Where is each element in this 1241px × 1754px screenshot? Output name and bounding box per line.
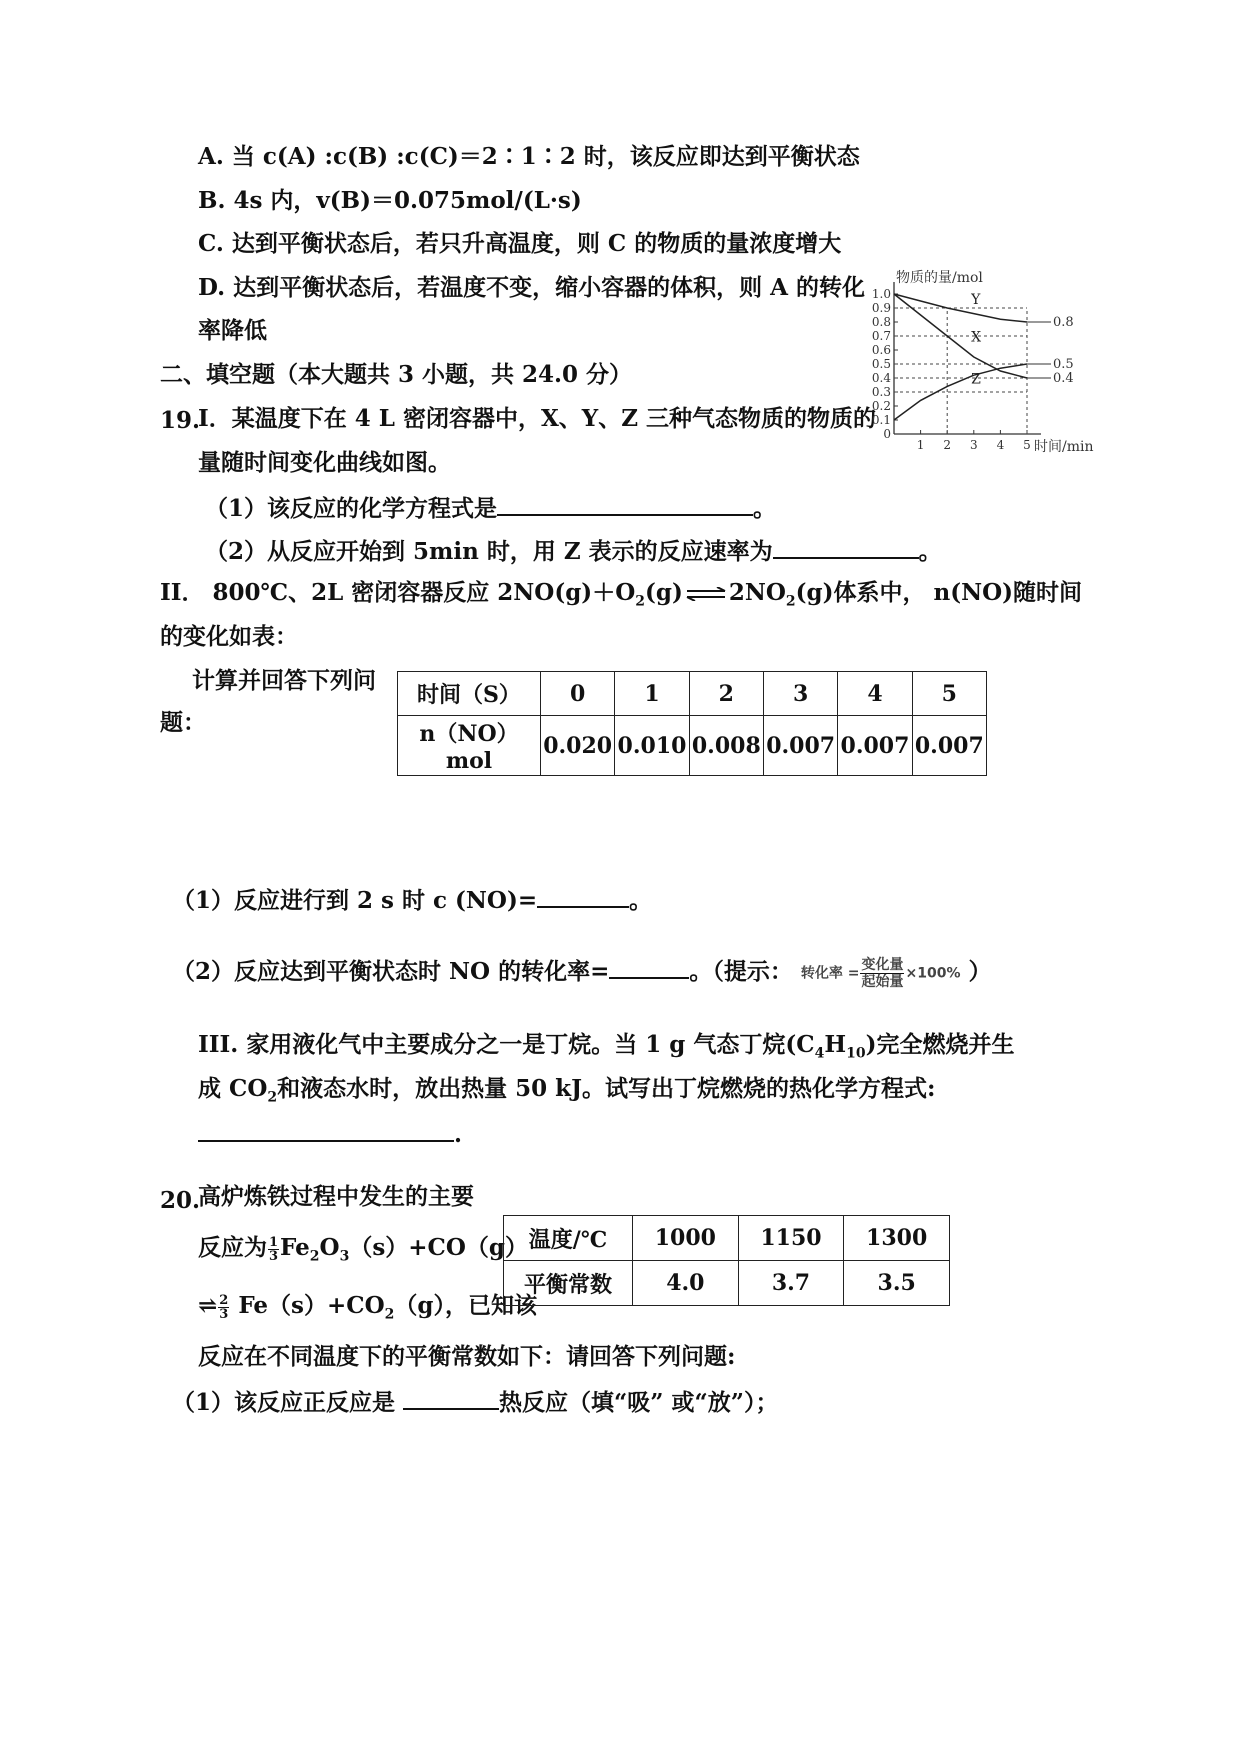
x-tick-label: 2 bbox=[943, 438, 952, 452]
calc-line1: 计算并回答下列问 bbox=[192, 667, 376, 694]
n-cell: 0.007 bbox=[763, 716, 837, 776]
q20-l2-post: （s）+CO（g） bbox=[349, 1234, 528, 1261]
y-tick-label: 0.1 bbox=[871, 413, 891, 427]
time-cell: 5 bbox=[912, 672, 986, 716]
y-axis-label: 物质的量/mol bbox=[896, 270, 983, 286]
time-cell: 4 bbox=[838, 672, 912, 716]
temp-cell: 1150 bbox=[738, 1216, 844, 1261]
q19-part3-line2: 成 $CO_2$和液态水时，放出热量 50 kJ。试写出丁烷燃烧的热化学方程式: bbox=[198, 1075, 936, 1106]
time-cell: 3 bbox=[763, 672, 837, 716]
y-tick-label: 0.8 bbox=[871, 315, 891, 329]
time-cell: 1 bbox=[615, 672, 689, 716]
part2-text-c: 2NO bbox=[728, 579, 786, 606]
x-axis-label: 时间/min bbox=[1034, 439, 1094, 455]
q20-sub1-text: （1）该反应正反应是 bbox=[172, 1389, 404, 1416]
section-heading: 二、填空题（本大题共 3 小题，共 24.0 分） bbox=[160, 361, 633, 388]
hint-numerator: 变化量 bbox=[861, 956, 904, 973]
option-d-line1: D. 达到平衡状态后，若温度不变，缩小容器的体积，则 A 的转化 bbox=[198, 274, 865, 301]
period: 。 bbox=[629, 887, 653, 914]
temp-row bbox=[504, 1216, 950, 1261]
fraction-den: 3 bbox=[269, 1248, 279, 1264]
n-cell: 0.020 bbox=[541, 716, 615, 776]
k-table bbox=[503, 1215, 950, 1306]
hint-close: ） bbox=[968, 958, 992, 985]
part3-text-b: H bbox=[824, 1031, 847, 1058]
q19-part3-line3 bbox=[198, 1118, 462, 1150]
q19-part2-line2: 的变化如表： bbox=[160, 623, 298, 650]
answer-blank[interactable] bbox=[609, 955, 689, 979]
q20-sub1-post: 热反应（填“吸” 或“放”）； bbox=[499, 1389, 779, 1416]
part2-text-d: (g)体系中， n(NO)随时间 bbox=[795, 579, 1083, 606]
k-row bbox=[504, 1261, 950, 1306]
q19-part3-line1: III. 家用液化气中主要成分之一是丁烷。当 1 g 气态丁烷$(C_4H_{10})$完全燃烧并生 bbox=[198, 1031, 1015, 1062]
hint-tail: ×100% bbox=[905, 965, 961, 981]
q20-l3-post1: Fe（s）+CO bbox=[230, 1292, 385, 1319]
part2-text-b: (g) bbox=[644, 579, 683, 606]
temp-cell: 1300 bbox=[844, 1216, 950, 1261]
n-cell: 0.007 bbox=[912, 716, 986, 776]
end-value-label: 0.4 bbox=[1053, 371, 1074, 386]
q19-number: 19. bbox=[160, 407, 201, 434]
hint-denominator: 起始量 bbox=[861, 973, 904, 990]
part3-text-a: III. 家用液化气中主要成分之一是丁烷。当 1 g 气态丁烷(C bbox=[198, 1031, 815, 1058]
q20-sub1 bbox=[172, 1386, 778, 1418]
q20-o: O bbox=[319, 1234, 340, 1261]
q19-sub2 bbox=[205, 535, 942, 567]
k-cell: 4.0 bbox=[633, 1261, 739, 1306]
y-tick-label: 0.3 bbox=[871, 385, 891, 399]
x-tick-label: 5 bbox=[1023, 438, 1031, 452]
y-tick-label: 0.5 bbox=[871, 357, 891, 371]
part2-text-a: II． 800℃、2L 密闭容器反应 2NO(g)＋O bbox=[160, 579, 636, 606]
hint-label: 转化率 = bbox=[800, 965, 860, 981]
q20-line3: ⇌ $\frac{2}{3}$ $Fe(s)+CO_2(g)$，已知该 bbox=[198, 1292, 537, 1323]
n-row bbox=[398, 716, 987, 776]
option-d-line2: 率降低 bbox=[198, 317, 267, 344]
ii-sub2-text: （2）反应达到平衡状态时 NO 的转化率= bbox=[172, 958, 610, 985]
q20-number: 20. bbox=[160, 1187, 201, 1214]
x-tick-label: 1 bbox=[916, 438, 925, 452]
n-cell: 0.007 bbox=[838, 716, 912, 776]
equilibrium-sign: ⇌ bbox=[198, 1292, 218, 1319]
q19-ii-sub1 bbox=[172, 884, 652, 916]
calc-line2: 题： bbox=[160, 709, 206, 736]
part3-text-e: 和液态水时，放出热量 50 kJ。试写出丁烷燃烧的热化学方程式: bbox=[277, 1075, 936, 1102]
option-b: B. 4s 内，v(B)＝0.075mol/(L·s) bbox=[198, 187, 582, 214]
ii-sub1-text: （1）反应进行到 2 s 时 c (NO)= bbox=[172, 887, 538, 914]
q20-line1: 高炉炼铁过程中发生的主要 bbox=[198, 1183, 474, 1210]
fraction-num: 1 bbox=[269, 1234, 279, 1250]
end-value-label: 0.5 bbox=[1053, 357, 1074, 372]
series-label-y: Y bbox=[971, 291, 981, 308]
time-row bbox=[398, 672, 987, 716]
q19-sub2-text: （2）从反应开始到 5min 时，用 Z 表示的反应速率为 bbox=[205, 538, 773, 565]
no-table bbox=[397, 671, 987, 776]
q19-part1-line2: 量随时间变化曲线如图。 bbox=[198, 449, 451, 476]
k-label: 平衡常数 bbox=[504, 1261, 633, 1306]
fraction-num: 2 bbox=[219, 1292, 229, 1308]
series-label-x: X bbox=[971, 329, 982, 346]
q20-fe: Fe bbox=[280, 1234, 310, 1261]
q19-sub1 bbox=[205, 492, 776, 524]
q19-ii-sub2 bbox=[172, 955, 991, 990]
y-tick-label: 0.7 bbox=[871, 329, 891, 343]
answer-blank[interactable] bbox=[497, 492, 753, 516]
y-tick-label: 1.0 bbox=[871, 287, 891, 301]
y-tick-label: 0.9 bbox=[871, 301, 891, 315]
hint-open: 。（提示： bbox=[689, 958, 793, 985]
temp-cell: 1000 bbox=[633, 1216, 739, 1261]
q20-line2: 反应为 $\frac{1}{3}$ $Fe_2O_3(s)+CO(g)$ bbox=[198, 1234, 528, 1265]
y-tick-label: 0.2 bbox=[871, 399, 891, 413]
q19-part2-line1: II． 800℃、2L 密闭容器反应 $2NO(g)+O_2(g)$ $2NO_2(g)$体系中， n(NO)随时间 bbox=[160, 579, 1083, 610]
part3-text-d: 成 CO bbox=[198, 1075, 268, 1102]
period: 。 bbox=[753, 495, 777, 522]
q19-sub1-text: （1）该反应的化学方程式是 bbox=[205, 495, 498, 522]
dot: . bbox=[454, 1121, 463, 1148]
answer-blank[interactable] bbox=[403, 1386, 499, 1410]
answer-blank[interactable] bbox=[773, 535, 919, 559]
q20-l2-pre: 反应为 bbox=[198, 1234, 267, 1261]
option-c: C. 达到平衡状态后，若只升高温度，则 C 的物质的量浓度增大 bbox=[198, 230, 842, 257]
option-a: A. 当 c(A) :c(B) :c(C)＝2∶1∶2 时，该反应即达到平衡状态 bbox=[198, 143, 860, 170]
period: 。 bbox=[918, 538, 942, 565]
n-cell: 0.010 bbox=[615, 716, 689, 776]
x-tick-label: 3 bbox=[969, 438, 978, 452]
y-tick-label: 0 bbox=[883, 427, 891, 441]
temp-label: 温度/℃ bbox=[504, 1216, 633, 1261]
time-cell: 0 bbox=[541, 672, 615, 716]
time-label: 时间（S） bbox=[398, 672, 541, 716]
x-tick-label: 4 bbox=[996, 438, 1005, 452]
q19-part1-line1: Ⅰ．某温度下在 4 L 密闭容器中，X、Y、Z 三种气态物质的物质的 bbox=[198, 405, 877, 432]
line-chart bbox=[862, 268, 1112, 458]
k-cell: 3.7 bbox=[738, 1261, 844, 1306]
q20-line4: 反应在不同温度下的平衡常数如下：请回答下列问题: bbox=[198, 1343, 736, 1370]
q20-l3-post2: （g），已知该 bbox=[394, 1292, 537, 1319]
hint-formula bbox=[801, 957, 961, 990]
answer-blank[interactable] bbox=[198, 1118, 454, 1142]
equilibrium-arrow-icon bbox=[685, 587, 727, 601]
fraction-den: 3 bbox=[219, 1306, 229, 1322]
n-label: n（NO）mol bbox=[398, 716, 541, 776]
n-cell: 0.008 bbox=[689, 716, 763, 776]
answer-blank[interactable] bbox=[537, 884, 629, 908]
time-cell: 2 bbox=[689, 672, 763, 716]
k-cell: 3.5 bbox=[844, 1261, 950, 1306]
end-value-label: 0.8 bbox=[1053, 315, 1074, 330]
series-label-z: Z bbox=[971, 371, 981, 388]
y-tick-label: 0.4 bbox=[871, 371, 891, 385]
part3-text-c: )完全燃烧并生 bbox=[865, 1031, 1015, 1058]
y-tick-label: 0.6 bbox=[871, 343, 891, 357]
